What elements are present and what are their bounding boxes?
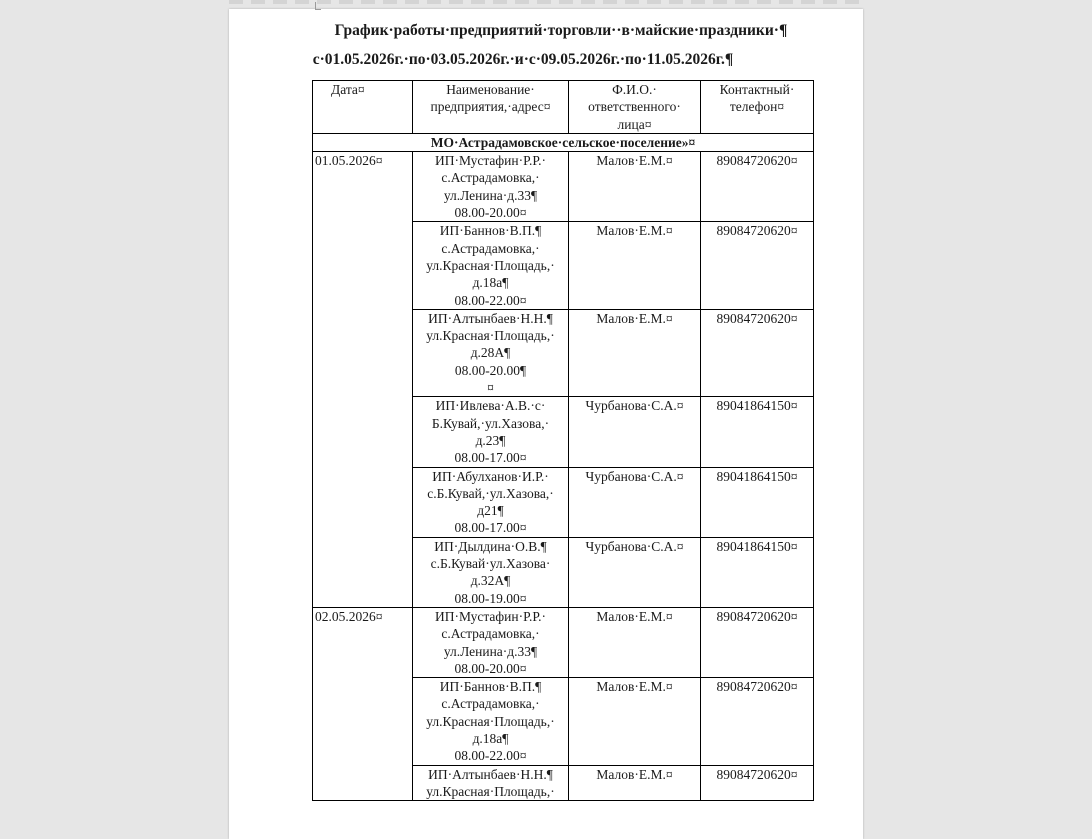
cell-line: ИП·Алтынбаев·Н.Н.¶: [428, 310, 553, 326]
enterprise-cell: [413, 152, 569, 222]
cell-line: 08.00-20.00¤: [454, 205, 527, 221]
cell-line: д.18а¶: [472, 730, 509, 746]
enterprise-cell: [413, 467, 569, 537]
cell-line: с.Астрадамовка,·: [441, 240, 540, 256]
section-title: МО·Астрадамовское·сельское·поселение»¤: [313, 133, 814, 151]
cell-line: ИП·Мустафин·Р.Р.·: [434, 608, 547, 624]
table-row: [313, 607, 814, 677]
cell-line: ИП·Баннов·В.П.¶: [439, 679, 542, 695]
cell-line: Контактный·: [719, 82, 795, 97]
cell-line: ИП·Мустафин·Р.Р.·: [434, 153, 547, 169]
cell-line: с.Астрадамовка,·: [441, 696, 540, 712]
cell-line: Наименование·: [446, 82, 535, 97]
cell-line: ул.Ленина·д.33¶: [443, 187, 538, 203]
header-date: [313, 81, 413, 134]
cell-line: с.Б.Кувай·ул.Хазова·: [430, 556, 551, 572]
ruler-marks: [229, 0, 863, 4]
cell-line: ул.Красная·Площадь,·: [426, 328, 555, 344]
table-row: [313, 152, 814, 222]
cell-line: 08.00-17.00¤: [454, 450, 527, 466]
enterprise-cell: [413, 309, 569, 396]
enterprise-cell: [413, 765, 569, 801]
header-phone: [701, 81, 814, 134]
cell-line: с.Астрадамовка,·: [441, 170, 540, 186]
phone-cell: 89041864150¤: [701, 397, 814, 467]
phone-cell: 89041864150¤: [701, 467, 814, 537]
cell-line: ¤: [487, 380, 494, 396]
cell-line: с.Б.Кувай,·ул.Хазова,·: [427, 485, 554, 501]
document-subtitle: с·01.05.2026г.·по·03.05.2026г.·и·с·09.05.2026г.·по·11.05.2026г.¶: [312, 51, 734, 68]
header-enterprise: [413, 81, 569, 134]
enterprise-cell: [413, 537, 569, 607]
phone-cell: 89084720620¤: [701, 222, 814, 309]
cell-line: 08.00-20.00¶: [454, 362, 527, 378]
person-cell: Чурбанова·С.А.¤: [569, 397, 701, 467]
cell-line: с.Астрадамовка,·: [441, 626, 540, 642]
person-cell: Малов·Е.М.¤: [569, 678, 701, 765]
phone-cell: 89041864150¤: [701, 537, 814, 607]
table-header-row: [313, 81, 814, 134]
section-row: [313, 133, 814, 151]
date-cell: 02.05.2026¤: [313, 607, 413, 800]
cell-line: 08.00-22.00¤: [454, 748, 527, 764]
cell-line: ИП·Алтынбаев·Н.Н.¶: [428, 766, 553, 782]
person-cell: Малов·Е.М.¤: [569, 607, 701, 677]
schedule-table: [312, 80, 814, 801]
cell-line: ИП·Дылдина·О.В.¶: [434, 538, 547, 554]
cell-line: предприятия,·адрес¤: [430, 99, 551, 115]
cell-line: д.28А¶: [470, 345, 511, 361]
person-cell: Чурбанова·С.А.¤: [569, 467, 701, 537]
date-cell: 01.05.2026¤: [313, 152, 413, 608]
enterprise-cell: [413, 397, 569, 467]
cell-line: 08.00-20.00¤: [454, 660, 527, 676]
cell-line: ул.Красная·Площадь,·: [426, 713, 555, 729]
cell-line: Б.Кувай,·ул.Хазова,·: [431, 415, 550, 431]
enterprise-cell: [413, 222, 569, 309]
cell-line: ул.Красная·Площадь,·: [426, 783, 555, 799]
cell-line: д.32А¶: [470, 573, 511, 589]
cell-line: ИП·Абулханов·И.Р.·: [432, 468, 549, 484]
phone-cell: 89084720620¤: [701, 765, 814, 801]
cell-line: ИП·Баннов·В.П.¶: [439, 223, 542, 239]
cell-line: д21¶: [477, 503, 504, 519]
phone-cell: 89084720620¤: [701, 607, 814, 677]
cell-line: 08.00-22.00¤: [454, 292, 527, 308]
cell-line: Ф.И.О.·: [612, 82, 657, 97]
enterprise-cell: [413, 678, 569, 765]
cell-line: ИП·Ивлева·А.В.·с·: [435, 398, 546, 414]
header-person: [569, 81, 701, 134]
crop-mark: [315, 2, 321, 10]
cell-line: лица¤: [617, 116, 652, 132]
cell-line: телефон¤: [729, 99, 785, 115]
person-cell: Малов·Е.М.¤: [569, 222, 701, 309]
cell-line: 08.00-19.00¤: [454, 590, 527, 606]
document-title: График·работы·предприятий·торговли··в·майские·праздники·¶: [334, 22, 788, 39]
cell-line: ул.Красная·Площадь,·: [426, 257, 555, 273]
person-cell: Малов·Е.М.¤: [569, 309, 701, 396]
enterprise-cell: [413, 607, 569, 677]
cell-line: ул.Ленина·д.33¶: [443, 643, 538, 659]
person-cell: Малов·Е.М.¤: [569, 152, 701, 222]
cell-line: д.18а¶: [472, 275, 509, 291]
phone-cell: 89084720620¤: [701, 152, 814, 222]
cell-line: д.23¶: [475, 432, 506, 448]
cell-line: 08.00-17.00¤: [454, 520, 527, 536]
person-cell: Чурбанова·С.А.¤: [569, 537, 701, 607]
cell-line: Дата¤: [331, 82, 365, 97]
cell-line: ответственного·: [588, 99, 681, 115]
phone-cell: 89084720620¤: [701, 678, 814, 765]
phone-cell: 89084720620¤: [701, 309, 814, 396]
person-cell: Малов·Е.М.¤: [569, 765, 701, 801]
